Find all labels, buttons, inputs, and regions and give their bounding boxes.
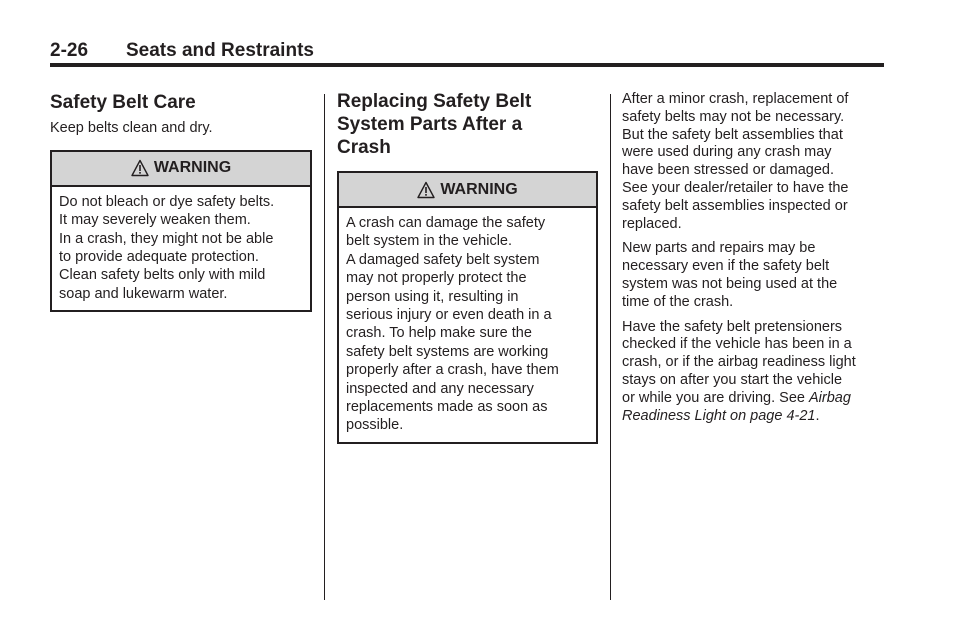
section-heading: Safety Belt Care [50,92,196,113]
warning-triangle-icon [131,159,149,177]
text-line: safety belt assemblies inspected or [622,197,848,214]
heading-line: Replacing Safety Belt [337,91,532,112]
warning-line: safety belt systems are working [346,343,549,360]
column-1 [50,90,312,312]
warning-line: possible. [346,417,404,434]
text-line: See your dealer/retailer to have the [622,179,849,196]
warning-line: belt system in the vehicle. [346,233,513,250]
text-line: necessary even if the safety belt [622,258,830,275]
warning-body [52,187,310,310]
intro-text: Keep belts clean and dry. [50,120,213,136]
warning-label: WARNING [440,180,518,198]
text-line: safety belts may not be necessary. [622,108,845,125]
warning-line: properly after a crash, have them [346,362,559,379]
text-end: . [815,407,820,424]
text-line: were used during any crash may [622,144,832,161]
paragraph-2 [622,240,884,311]
text-line: system was not being used at the [622,275,838,292]
text-line: Have the safety belt pretensioners [622,318,843,335]
warning-box [337,171,598,444]
section-title: Seats and Restraints [126,40,314,61]
page-number: 2-26 [50,40,89,61]
warning-line: Clean safety belts only with mild [59,267,266,284]
warning-header [339,173,596,208]
warning-line: to provide adequate protection. [59,249,259,266]
warning-line: person using it, resulting in [346,288,519,305]
heading-line: Crash [337,137,391,158]
text-line: have been stressed or damaged. [622,162,834,179]
warning-line: A damaged safety belt system [346,251,540,268]
text-line: After a minor crash, replacement of [622,91,849,107]
cross-reference-link[interactable]: Readiness Light on page 4-21 [622,407,816,424]
warning-label: WARNING [153,159,232,177]
warning-line: soap and lukewarm water. [59,285,228,302]
header-rule [50,63,884,67]
warning-line: inspected and any necessary [346,380,534,397]
column-2 [337,90,598,444]
heading-line: System Parts After a [337,114,523,135]
text-line: But the safety belt assemblies that [622,126,843,143]
paragraph-3 [622,319,884,426]
page-header [50,38,884,64]
warning-line: It may severely weaken them. [59,212,251,229]
text-line: replaced. [622,215,682,232]
warning-box [50,150,312,312]
warning-body [339,208,596,442]
text-line: time of the crash. [622,293,734,310]
warning-line: may not properly protect the [346,270,527,287]
text-line: stays on after you start the vehicle [622,371,843,388]
text-line: checked if the vehicle has been in a [622,336,852,353]
warning-line: crash. To help make sure the [346,325,532,342]
warning-line: A crash can damage the safety [346,215,546,231]
warning-line: serious injury or even death in a [346,307,552,324]
warning-triangle-icon [417,181,435,199]
column-divider [610,94,611,600]
warning-header [52,152,310,187]
cross-reference-link[interactable]: Airbag [809,389,851,406]
warning-line: In a crash, they might not be able [59,230,274,247]
column-divider [324,94,325,600]
text-line: crash, or if the airbag readiness light [622,354,856,371]
paragraph-1 [622,91,884,233]
warning-line: Do not bleach or dye safety belts. [59,193,275,210]
section-heading [337,90,598,159]
text-line: or while you are driving. See [622,389,809,406]
text-line: New parts and repairs may be [622,240,816,257]
warning-line: replacements made as soon as [346,399,548,416]
column-3 [622,91,884,432]
